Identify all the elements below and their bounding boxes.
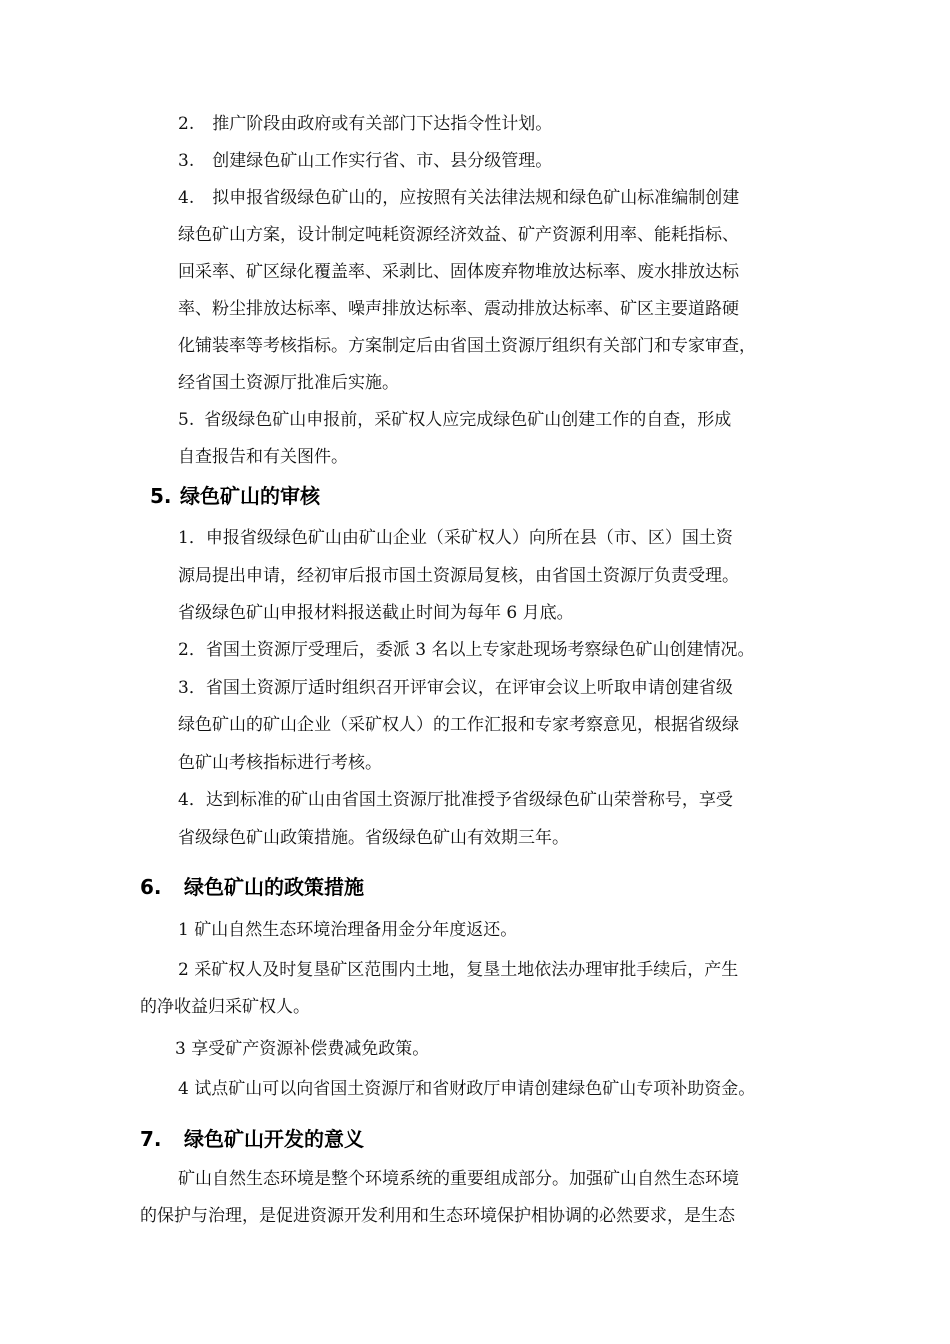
list-item-number: 3.: [178, 151, 195, 171]
sec6-item-4: 4 试点矿山可以向省国土资源厅和省财政厅申请创建绿色矿山专项补助资金。: [178, 1079, 756, 1099]
list-item-4-line-3: 回采率、矿区绿化覆盖率、采剥比、固体废弃物堆放达标率、废水排放达标: [178, 262, 739, 282]
list-item-5-line-2: 自查报告和有关图件。: [178, 447, 348, 467]
sec5-item-4-line-1: 4．达到标准的矿山由省国土资源厅批准授予省级绿色矿山荣誉称号，享受: [178, 790, 733, 810]
sec7-paragraph-line-1: 矿山自然生态环境是整个环境系统的重要组成部分。加强矿山自然生态环境: [178, 1169, 739, 1189]
list-item-text: 创建绿色矿山工作实行省、市、县分级管理。: [212, 151, 553, 171]
list-item-2: [178, 107, 552, 141]
section-heading-6: [140, 872, 364, 902]
section-number: 7.: [140, 1127, 162, 1151]
list-item-text: 推广阶段由政府或有关部门下达指令性计划。: [212, 114, 553, 134]
sec6-item-2-line-2: 的净收益归采矿权人。: [140, 997, 310, 1017]
list-item-4-line-6: 经省国土资源厅批准后实施。: [178, 373, 399, 393]
section-title: 绿色矿山的政策措施: [184, 875, 364, 899]
list-item-4-line-4: 率、粉尘排放达标率、噪声排放达标率、震动排放达标率、矿区主要道路硬: [178, 299, 739, 319]
sec5-item-1-line-1: 1．申报省级绿色矿山由矿山企业（采矿权人）向所在县（市、区）国土资: [178, 528, 733, 548]
sec6-item-3: 3 享受矿产资源补偿费减免政策。: [175, 1039, 430, 1059]
section-number: 5.: [150, 484, 172, 508]
list-item-5-line-1: [178, 403, 731, 437]
sec5-item-1-line-3: 省级绿色矿山申报材料报送截止时间为每年 6 月底。: [178, 603, 574, 623]
sec5-item-4-line-2: 省级绿色矿山政策措施。省级绿色矿山有效期三年。: [178, 828, 569, 848]
section-title: 绿色矿山的审核: [180, 484, 320, 508]
list-item-4-line-2: 绿色矿山方案，设计制定吨耗资源经济效益、矿产资源利用率、能耗指标、: [178, 225, 739, 245]
sec5-item-3-line-2: 绿色矿山的矿山企业（采矿权人）的工作汇报和专家考察意见，根据省级绿: [178, 715, 739, 735]
sec7-paragraph-line-2: 的保护与治理，是促进资源开发利用和生态环境保护相协调的必然要求，是生态: [140, 1206, 735, 1226]
list-item-number: 5.: [178, 410, 195, 430]
sec6-item-2-line-1: 2 采矿权人及时复垦矿区范围内土地，复垦土地依法办理审批手续后，产生: [178, 960, 739, 980]
list-item-number: 2.: [178, 114, 195, 134]
sec6-item-1: 1 矿山自然生态环境治理备用金分年度返还。: [178, 920, 518, 940]
list-item-4-line-5: 化铺装率等考核指标。方案制定后由省国土资源厅组织有关部门和专家审查，: [178, 336, 756, 356]
section-heading-7: [140, 1124, 364, 1154]
list-item-number: 4.: [178, 188, 195, 208]
list-item-text: 拟申报省级绿色矿山的，应按照有关法律法规和绿色矿山标准编制创建: [212, 188, 740, 208]
section-title: 绿色矿山开发的意义: [184, 1127, 364, 1151]
sec5-item-3-line-1: 3．省国土资源厅适时组织召开评审会议，在评审会议上听取申请创建省级: [178, 678, 733, 698]
sec5-item-2-line-1: 2．省国土资源厅受理后，委派 3 名以上专家赴现场考察绿色矿山创建情况。: [178, 640, 755, 660]
section-number: 6.: [140, 875, 162, 899]
sec5-item-3-line-3: 色矿山考核指标进行考核。: [178, 753, 382, 773]
list-item-text: 省级绿色矿山申报前，采矿权人应完成绿色矿山创建工作的自查，形成: [204, 410, 732, 430]
list-item-3: [178, 144, 552, 178]
sec5-item-1-line-2: 源局提出申请，经初审后报市国土资源局复核，由省国土资源厅负责受理。: [178, 566, 739, 586]
section-heading-5: [150, 481, 320, 511]
list-item-4-line-1: [178, 181, 739, 215]
